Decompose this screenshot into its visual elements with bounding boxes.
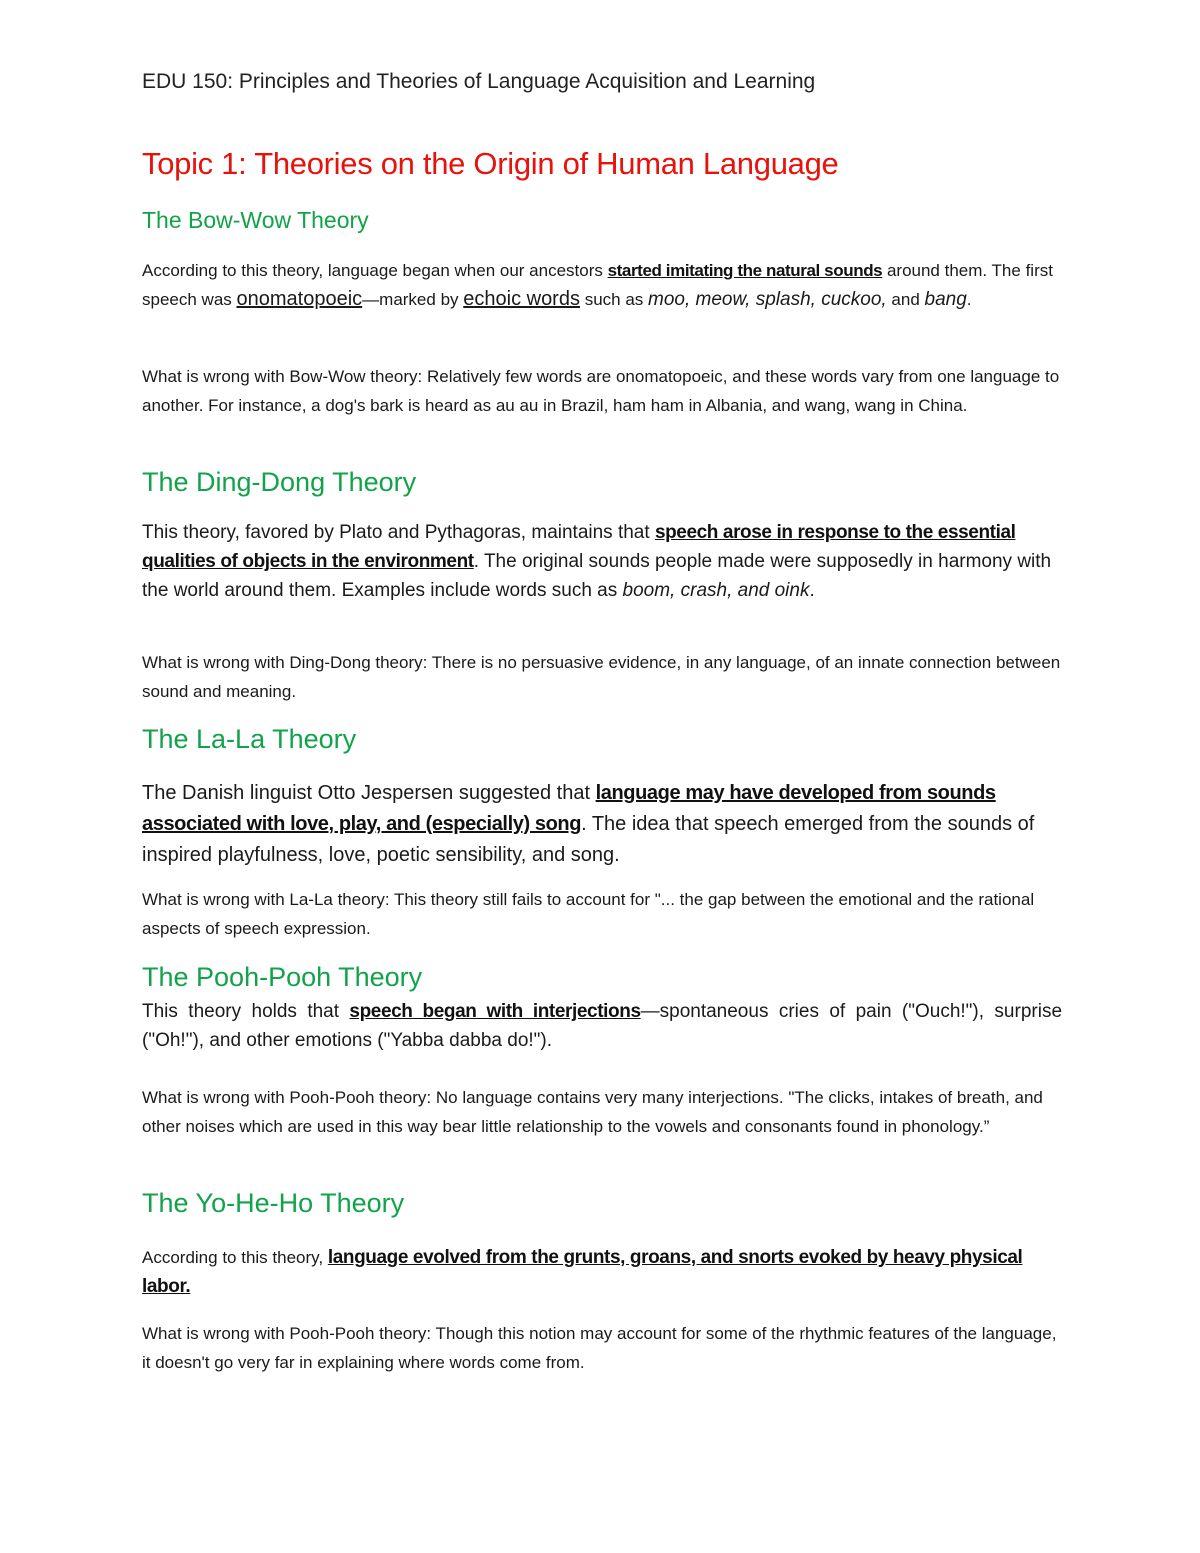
term-onomatopoeic: onomatopoeic xyxy=(236,288,363,310)
topic-title: Topic 1: Theories on the Origin of Human Language xyxy=(142,146,839,181)
bow-wow-critique: What is wrong with Bow-Wow theory: Relatively few words are onomatopoeic, and these words vary from one language to another. For instance, a dog's bark is heard as au au in Brazil, ham ham in Albania, and wang, wang in China. xyxy=(142,367,1060,415)
course-header: EDU 150: Principles and Theories of Language Acquisition and Learning xyxy=(142,70,816,93)
pooh-pooh-key-phrase: speech began with interjections xyxy=(349,1001,641,1022)
heading-yo-he-ho: The Yo-He-Ho Theory xyxy=(142,1188,405,1218)
heading-la-la: The La-La Theory xyxy=(142,724,357,754)
heading-pooh-pooh: The Pooh-Pooh Theory xyxy=(142,962,423,992)
heading-ding-dong: The Ding-Dong Theory xyxy=(142,467,417,497)
la-la-critique: What is wrong with La-La theory: This theory still fails to account for "... the gap between the emotional and the rational aspects of speech expression. xyxy=(142,890,1035,938)
ding-dong-critique: What is wrong with Ding-Dong theory: There is no persuasive evidence, in any language, of an innate connection between sound and meaning. xyxy=(142,653,1061,701)
yo-he-ho-paragraph: According to this theory, language evolved from the grunts, groans, and snorts evoked by heavy physical labor. xyxy=(142,1247,1023,1297)
la-la-paragraph: The Danish linguist Otto Jespersen suggested that language may have developed from sounds associated with love, play, and (especially) song. The idea that speech emerged from the sounds of inspired playfulness, love, poetic sensibility, and song. xyxy=(142,782,1035,866)
pooh-pooh-critique: What is wrong with Pooh-Pooh theory: No language contains very many interjections. "The clicks, intakes of breath, and other noises which are used in this way bear little relationship to the vowels and consonants found in phonology.” xyxy=(142,1088,1043,1136)
ding-dong-key-phrase: speech arose in response to the essential qualities of objects in the environment xyxy=(142,522,1016,572)
bow-wow-paragraph: According to this theory, language began when our ancestors started imitating the natural sounds around them. The first speech was onomatopoeic—marked by echoic words such as moo, meow, splash, cuckoo, and bang. xyxy=(142,261,1053,310)
yo-he-ho-critique: What is wrong with Pooh-Pooh theory: Though this notion may account for some of the rhythmic features of the language, it doesn't go very far in explaining where words come from. xyxy=(142,1324,1057,1372)
heading-bow-wow: The Bow-Wow Theory xyxy=(142,207,369,233)
yo-he-ho-key-phrase: language evolved from the grunts, groans, and snorts evoked by heavy physical labor. xyxy=(142,1247,1023,1297)
term-echoic-words: echoic words xyxy=(463,288,580,310)
pooh-pooh-paragraph: This theory holds that speech began with interjections—spontaneous cries of pain ("Ouch!"), surprise ("Oh!"), and other emotions ("Yabba dabba do!"). xyxy=(142,1001,1063,1051)
ding-dong-paragraph: This theory, favored by Plato and Pythagoras, maintains that speech arose in response to the essential qualities of objects in the environment. The original sounds people made were supposedly in harmony with the world around them. Examples include words such as boom, crash, and oink. xyxy=(142,522,1052,601)
bow-wow-key-phrase: started imitating the natural sounds xyxy=(607,261,883,280)
la-la-key-phrase: language may have developed from sounds associated with love, play, and (especially) song xyxy=(142,782,996,835)
